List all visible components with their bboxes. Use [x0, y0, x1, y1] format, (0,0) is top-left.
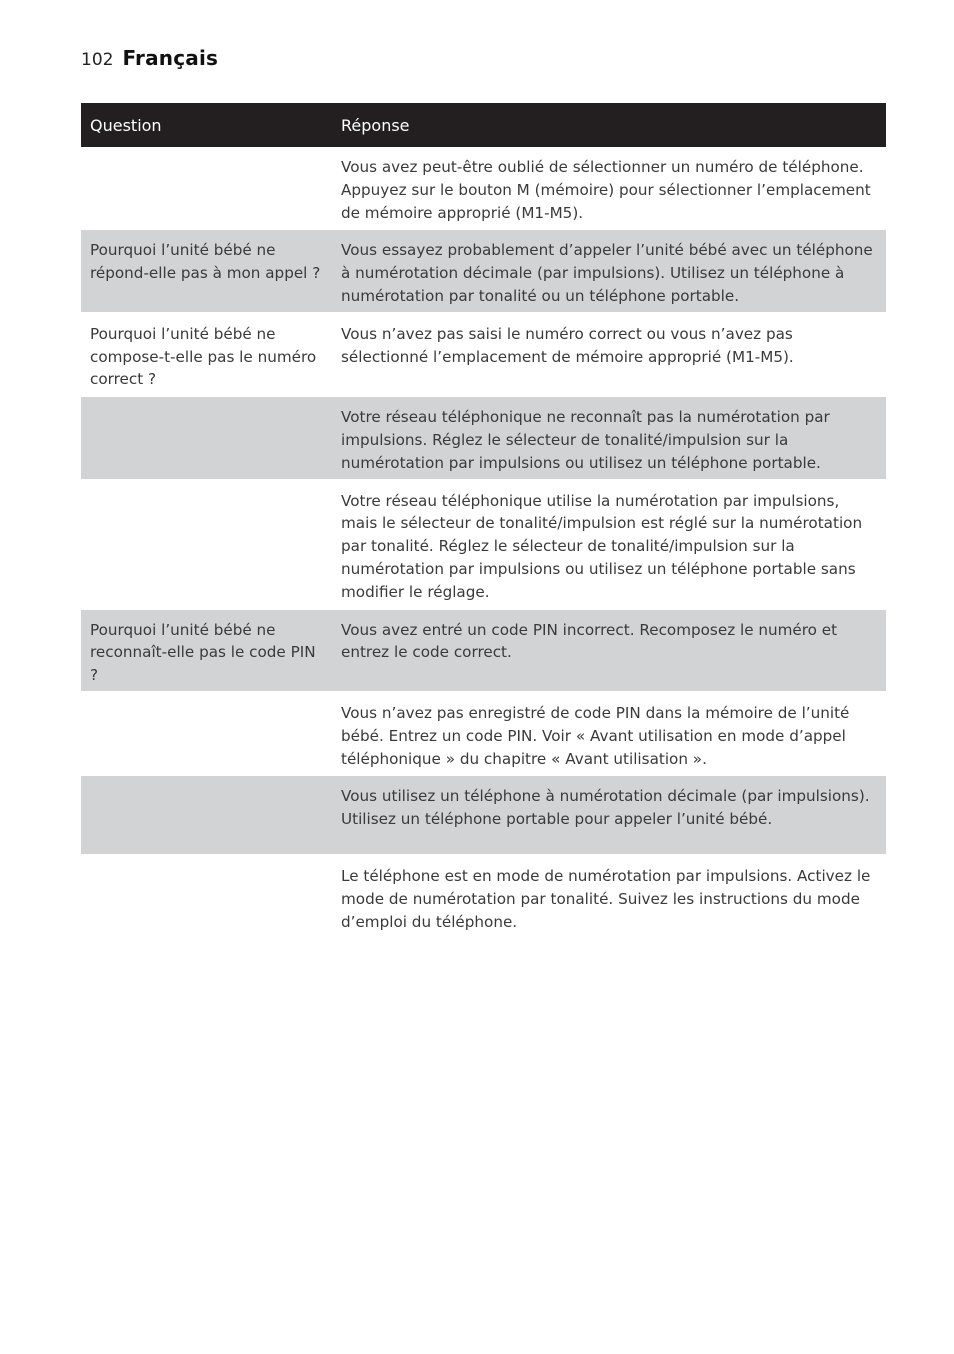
answer-cell: Votre réseau téléphonique utilise la numérotation par impulsions, mais le sélecteur de tonalité/impulsion est réglé sur la numérotation par tonalité. Réglez le sélecteur de tonalité/impulsion sur la numérotation par impulsions ou utilisez un téléphone portable sans modifier le réglage.: [332, 480, 886, 609]
question-cell: [81, 396, 332, 479]
page-language-title: Français: [122, 46, 219, 70]
answer-cell: Vous avez peut-être oublié de sélectionner un numéro de téléphone. Appuyez sur le bouton M (mémoire) pour sélectionner l’emplacement de mémoire approprié (M1-M5).: [341, 158, 871, 222]
question-cell: [81, 855, 332, 937]
answer-cell: Vous n’avez pas enregistré de code PIN dans la mémoire de l’unité bébé. Entrez un code PIN. Voir « Avant utilisation en mode d’appel téléphonique » du chapitre « Avant utilisation ».: [332, 692, 886, 775]
table-row: [81, 229, 886, 312]
question-cell: [81, 775, 332, 855]
question-cell: Pourquoi l’unité bébé ne reconnaît-elle pas le code PIN ?: [81, 609, 332, 692]
answer-cell: Le téléphone est en mode de numérotation par impulsions. Activez le mode de numérotation par tonalité. Suivez les instructions du mode d’emploi du téléphone.: [332, 855, 886, 937]
table-row: [81, 775, 886, 855]
table-row: [81, 609, 886, 692]
answer-cell: Vous essayez probablement d’appeler l’unité bébé avec un téléphone à numérotation décimale (par impulsions). Utilisez un téléphone à numérotation par tonalité ou un téléphone portable.: [332, 229, 886, 312]
question-cell: Pourquoi l’unité bébé ne répond-elle pas à mon appel ?: [81, 229, 332, 312]
troubleshooting-table: [81, 103, 886, 938]
table-row: [81, 313, 886, 396]
column-header-question: Question: [81, 103, 332, 147]
table-row: [81, 480, 886, 609]
column-header-answer: Réponse: [332, 103, 886, 147]
answer-cell: Vous utilisez un téléphone à numérotation décimale (par impulsions). Utilisez un téléphone portable pour appeler l’unité bébé.: [332, 775, 886, 855]
table-row: [81, 396, 886, 479]
question-cell: Pourquoi l’unité bébé ne compose-t-elle pas le numéro correct ?: [81, 313, 332, 396]
question-cell: [81, 147, 332, 229]
answer-cell: Votre réseau téléphonique ne reconnaît pas la numérotation par impulsions. Réglez le sélecteur de tonalité/impulsion sur la numérotation par impulsions ou utilisez un téléphone portable.: [332, 396, 886, 479]
page-number: 102: [81, 50, 114, 70]
answer-cell: Vous n’avez pas saisi le numéro correct ou vous n’avez pas sélectionné l’emplacement de mémoire approprié (M1-M5).: [332, 313, 886, 396]
question-cell: [81, 692, 332, 775]
table-header-row: [81, 103, 886, 147]
table-row: [81, 692, 886, 775]
table-row: [81, 147, 886, 229]
table-row: [81, 855, 886, 937]
page-header: [81, 46, 218, 70]
answer-cell: Vous avez entré un code PIN incorrect. Recomposez le numéro et entrez le code correct.: [332, 609, 886, 692]
question-cell: [81, 480, 332, 609]
